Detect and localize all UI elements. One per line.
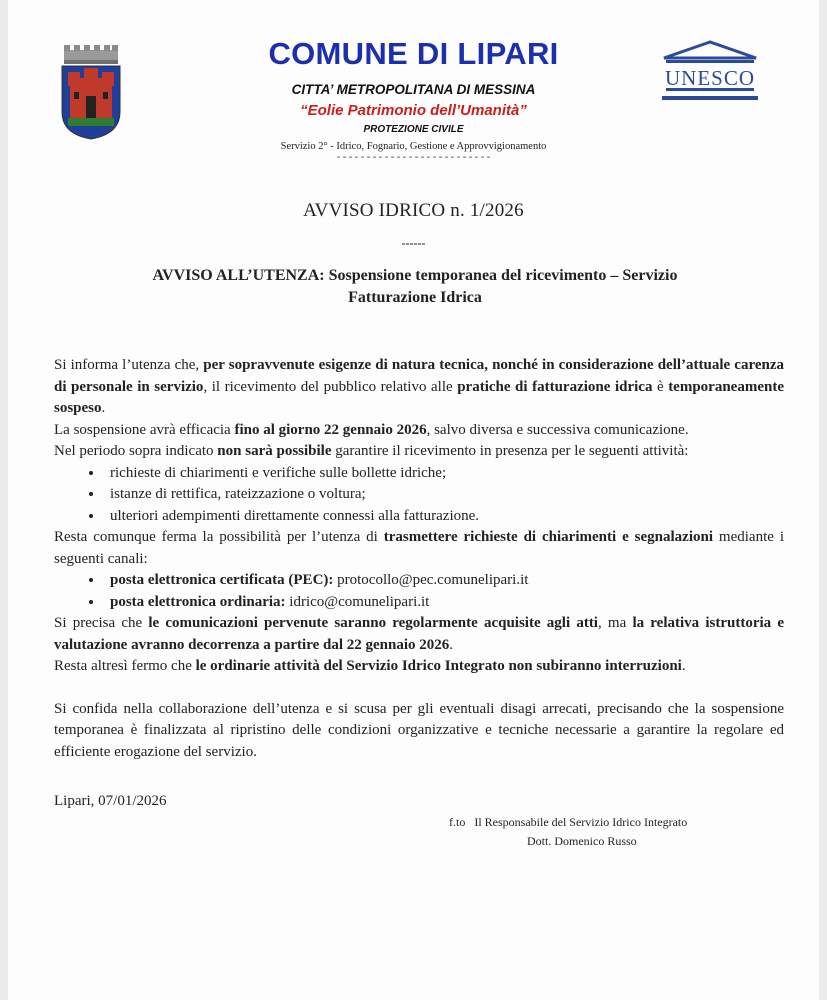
text: garantire il ricevimento in presenza per le seguenti attività:	[331, 443, 689, 459]
signature-name: Dott. Domenico Russo	[527, 834, 637, 848]
text: mediante i seguenti canali:	[54, 529, 784, 567]
text-bold: trasmettere richieste di chiarimenti e segnalazioni	[383, 529, 713, 545]
service-line: Servizio 2° - Idrico, Fognario, Gestione e Approvvigionamento	[280, 141, 547, 152]
text: Resta comunque ferma la possibilità per l’utenza di	[54, 529, 384, 545]
text-bold: fino al giorno 22 gennaio 2026	[234, 421, 427, 438]
signature-role: f.to Il Responsabile del Servizio Idrico Integrato	[449, 815, 688, 829]
activities-list	[54, 463, 784, 528]
text-bold: per sopravvenute esigenze di natura tecnica, nonché in considerazione dell’attuale carenza di personale in servizio	[54, 357, 784, 395]
title-separator: ------	[401, 236, 426, 250]
text-bold: le comunicazioni pervenute saranno regolarmente acquisite agli atti	[148, 615, 598, 631]
text: .	[101, 400, 106, 416]
notice-body	[54, 355, 784, 763]
text: , ma	[597, 615, 633, 631]
paragraph-intro	[54, 355, 784, 420]
pec-email-link[interactable]: protocollo@pec.comunelipari.it	[333, 572, 529, 588]
text-bold: pratiche di fatturazione idrica	[457, 378, 653, 395]
paragraph-continuity	[54, 656, 784, 678]
subject-line-2: Fatturazione Idrica	[348, 289, 482, 306]
paragraph-clarification	[54, 613, 784, 656]
notice-title: AVVISO IDRICO n. 1/2026	[303, 200, 524, 221]
spacer	[54, 678, 784, 699]
channel-label: posta elettronica certificata (PEC):	[110, 572, 334, 588]
text: La sospensione avrà efficacia	[54, 421, 235, 438]
list-item	[104, 592, 784, 614]
text-bold: le ordinarie attività del Servizio Idrico Integrato non subiranno interruzioni	[195, 658, 682, 674]
list-item: • richieste di chiarimenti e verifiche sulle bollette idriche;	[104, 463, 784, 485]
list-item	[104, 570, 784, 592]
text: Resta altresì fermo che	[54, 658, 196, 674]
channel-label: posta elettronica ordinaria:	[110, 593, 286, 610]
text: , il ricevimento del pubblico relativo alle	[203, 378, 458, 395]
text: Si informa l’utenza che,	[54, 357, 204, 373]
municipality-title: COMUNE DI LIPARI	[268, 36, 559, 71]
paragraph-channels	[54, 527, 784, 570]
text: .	[449, 636, 454, 653]
list-item: • ulteriori adempimenti direttamente connessi alla fatturazione.	[104, 506, 784, 528]
text: Nel periodo sopra indicato	[54, 443, 218, 459]
paragraph-period	[54, 441, 784, 463]
text-bold: non sarà possibile	[217, 443, 332, 459]
civil-protection-label: PROTEZIONE CIVILE	[363, 124, 464, 135]
header-rule: --------------------------	[335, 153, 492, 164]
unesco-text: UNESCO	[664, 66, 756, 90]
metropolitan-city: CITTA’ METROPOLITANA DI MESSINA	[291, 82, 536, 97]
channels-list	[54, 570, 784, 613]
motto: “Eolie Patrimonio dell’Umanità”	[300, 102, 527, 119]
document-date: Lipari, 07/01/2026	[54, 793, 167, 809]
text-bold: la relativa istruttoria e valutazione avranno decorrenza a partire dal 22 gennaio 2026	[54, 615, 785, 653]
text: Si precisa che	[54, 615, 149, 631]
subject-line-1: AVVISO ALL’UTENZA: Sospensione temporanea del ricevimento – Servizio	[152, 267, 678, 284]
ordinary-email-link[interactable]: idrico@comunelipari.it	[285, 593, 430, 610]
paragraph-validity	[54, 420, 784, 442]
paragraph-closing: Si confida nella collaborazione dell’utenza e si scusa per gli eventuali disagi arrecati, precisando che la sospensione temporanea è finalizzata al ripristino delle condizioni organizzative e tecniche necessarie a garantire la regolare ed efficiente erogazione del servizio.	[54, 700, 784, 760]
text-bold: temporaneamente sospeso	[54, 378, 784, 416]
text: , salvo diversa e successiva comunicazione.	[426, 421, 689, 438]
text: è	[652, 378, 669, 395]
list-item: • istanze di rettifica, rateizzazione o voltura;	[104, 484, 784, 506]
text: .	[681, 658, 686, 674]
notice-subject	[100, 265, 730, 309]
